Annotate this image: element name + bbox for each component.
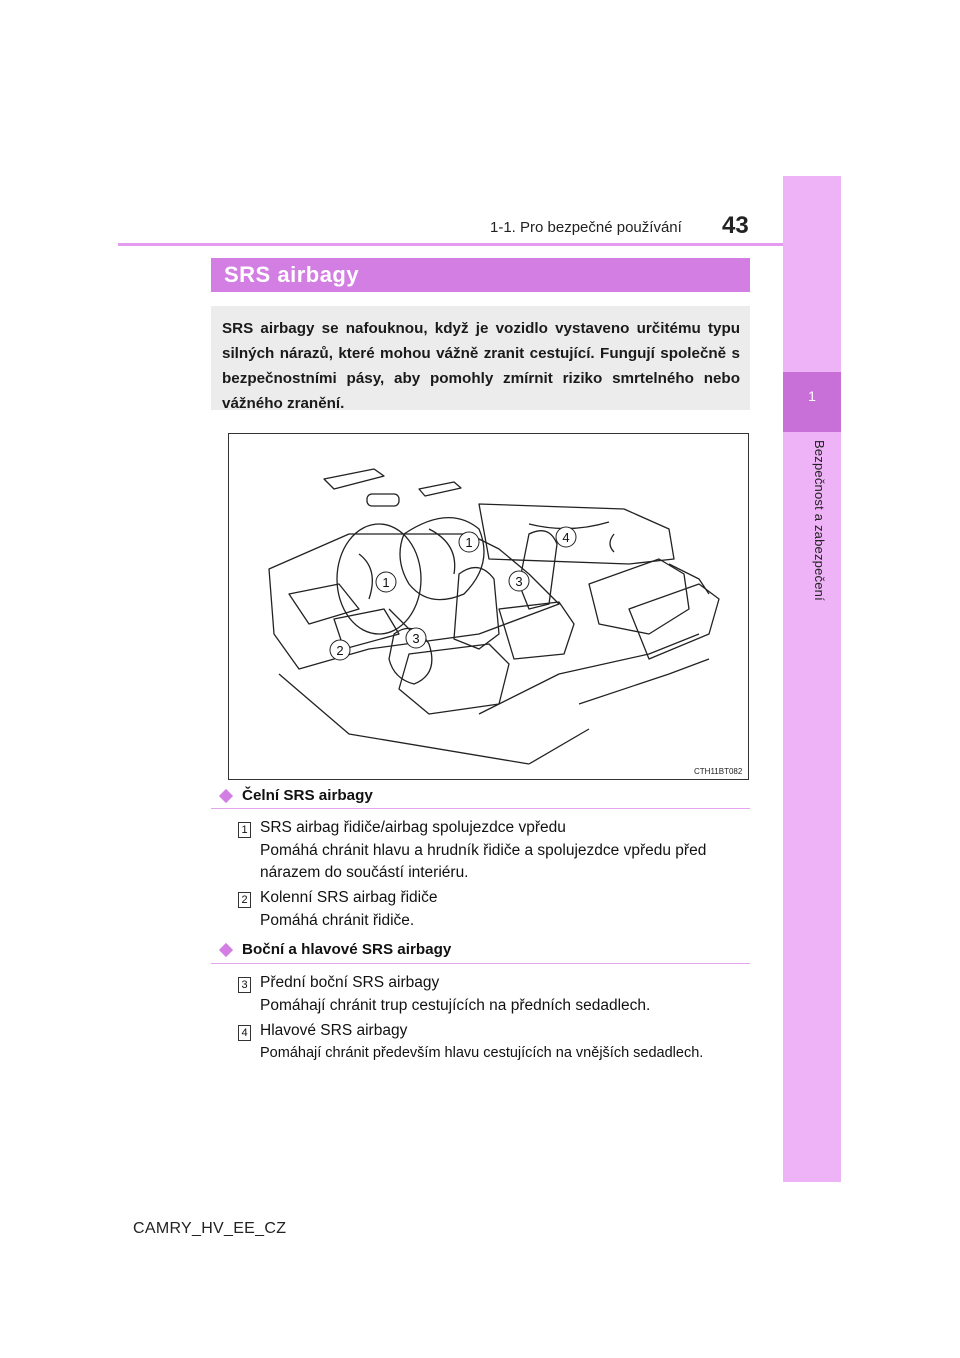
- airbag-diagram-svg: [229, 434, 748, 779]
- chapter-tab-label: Bezpečnost a zabezpečení: [812, 440, 827, 601]
- subheading-front-airbags: Čelní SRS airbagy: [242, 787, 373, 804]
- callout-3b-label: 3: [412, 631, 420, 646]
- running-header: 1-1. Pro bezpečné používání: [490, 219, 682, 236]
- callout-1a-label: 1: [465, 535, 473, 550]
- item-description: Pomáhá chránit hlavu a hrudník řidiče a spolujezdce vpředu před: [260, 842, 707, 859]
- front-seat-left-cushion: [399, 644, 509, 714]
- callout-2-label: 2: [336, 643, 344, 658]
- subheading-side-curtain-airbags: Boční a hlavové SRS airbagy: [242, 941, 452, 958]
- diamond-bullet-icon: [219, 789, 233, 803]
- airbag-illustration: [228, 433, 749, 780]
- item-description: Pomáhají chránit trup cestujících na předních sedadlech.: [260, 997, 651, 1014]
- item-title: SRS airbag řidiče/airbag spolujezdce vpředu: [260, 819, 566, 836]
- item-description-cont: nárazem do součástí interiéru.: [260, 864, 469, 881]
- instrument-cluster: [289, 584, 359, 624]
- callout-1b-label: 1: [382, 575, 390, 590]
- rear-seat: [589, 559, 689, 634]
- sun-visor-right: [419, 482, 461, 496]
- item-number-badge: 3: [238, 977, 251, 993]
- item-title: Kolenní SRS airbag řidiče: [260, 889, 438, 906]
- header-rule: [118, 243, 840, 246]
- document-id: CAMRY_HV_EE_CZ: [133, 1220, 287, 1237]
- diamond-bullet-icon: [219, 943, 233, 957]
- chapter-tab-number: 1: [808, 388, 816, 404]
- rearview-mirror: [367, 494, 399, 506]
- chapter-side-strip: [783, 176, 841, 1182]
- curtain-airbag: [479, 504, 674, 564]
- sun-visor-left: [324, 469, 384, 489]
- subheading-rule: [211, 963, 750, 964]
- callout-4-label: 4: [562, 530, 570, 545]
- item-title: Hlavové SRS airbagy: [260, 1022, 408, 1039]
- item-description: Pomáhají chránit především hlavu cestujících na vnějších sedadlech.: [260, 1045, 704, 1061]
- item-number-badge: 4: [238, 1025, 251, 1041]
- page-number: 43: [722, 212, 749, 239]
- intro-box: SRS airbagy se nafouknou, když je vozidlo vystaveno určitému typu silných nárazů, které mohou vážně zranit cestující. Fungují společně s bezpečnostními pásy, aby pomohly zmírnit riziko smrtelného nebo vážného zranění.: [211, 306, 750, 410]
- passenger-airbag: [400, 518, 484, 600]
- callout-3a-label: 3: [515, 574, 523, 589]
- figure-code: CTH11BT082: [694, 767, 743, 776]
- front-seat-right-cushion: [499, 602, 574, 659]
- item-title: Přední boční SRS airbagy: [260, 974, 440, 991]
- section-title: SRS airbagy: [224, 262, 360, 287]
- item-number-badge: 2: [238, 892, 251, 908]
- item-number-badge: 1: [238, 822, 251, 838]
- item-description: Pomáhá chránit řidiče.: [260, 912, 415, 929]
- subheading-rule: [211, 808, 750, 809]
